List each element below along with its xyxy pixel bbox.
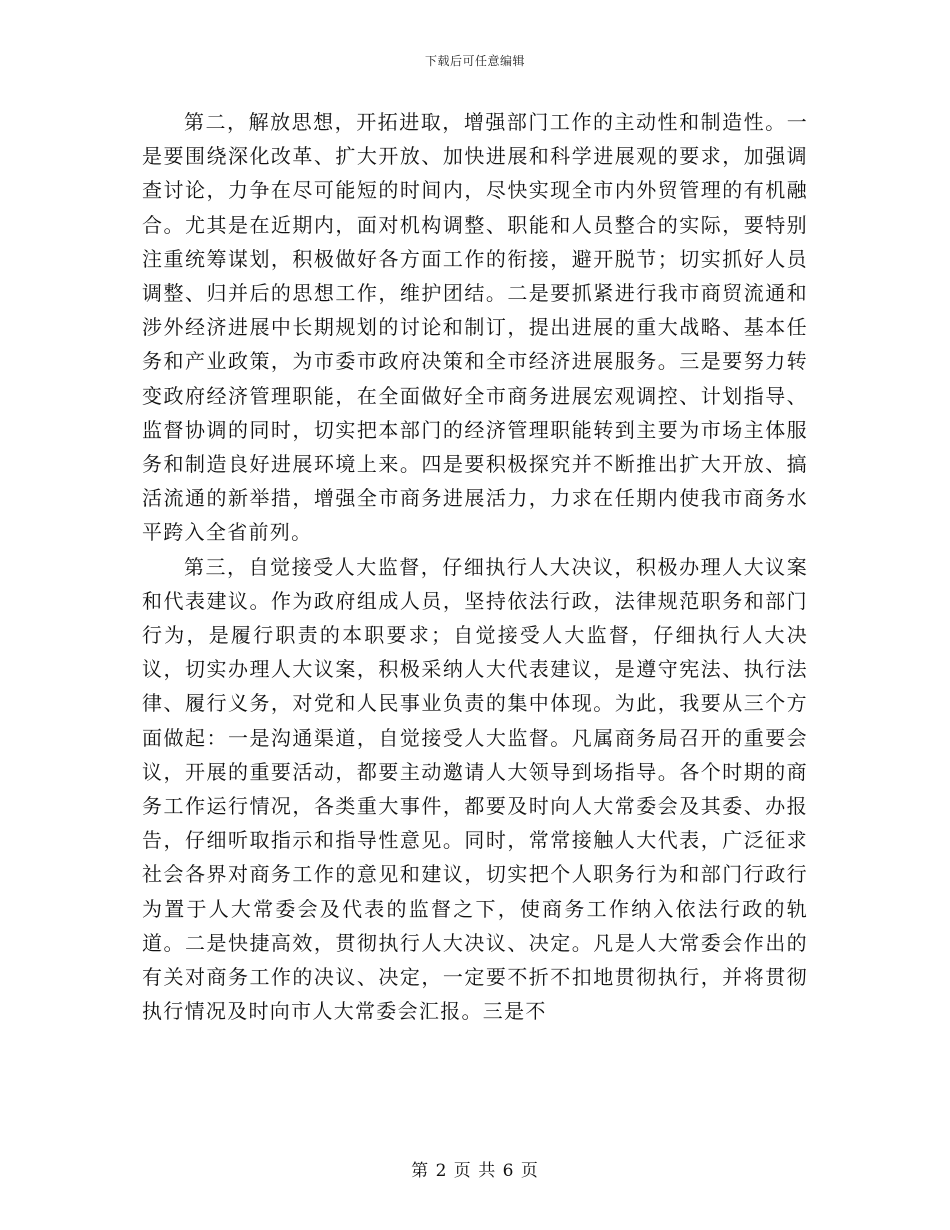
total-pages-number: 6 (502, 1161, 515, 1181)
footer-suffix: 页 (520, 1161, 539, 1181)
document-body (142, 105, 808, 1028)
paragraph-second: 第二，解放思想，开拓进取，增强部门工作的主动性和制造性。一是要围绕深化改革、扩大开放、加快进展和科学进展观的要求，加强调查讨论，力争在尽可能短的时间内，尽快实现全市内外贸管理的有机融合。尤其是在近期内，面对机构调整、职能和人员整合的实际，要特别注重统筹谋划，积极做好各方面工作的衔接，避开脱节；切实抓好人员调整、归并后的思想工作，维护团结。二是要抓紧进行我市商贸流通和涉外经济进展中长期规划的讨论和制订，提出进展的重大战略、基本任务和产业政策，为市委市政府决策和全市经济进展服务。三是要努力转变政府经济管理职能，在全面做好全市商务进展宏观调控、计划指导、监督协调的同时，切实把本部门的经济管理职能转到主要为市场主体服务和制造良好进展环境上来。四是要积极探究并不断推出扩大开放、搞活流通的新举措，增强全市商务进展活力，力求在任期内使我市商务水平跨入全省前列。 (142, 110, 808, 545)
footer-middle: 页 共 (453, 1161, 497, 1181)
paragraph-third: 第三，自觉接受人大监督，仔细执行人大决议，积极办理人大议案和代表建议。作为政府组成人员，坚持依法行政，法律规范职务和部门行为，是履行职责的本职要求；自觉接受人大监督，仔细执行人大决议，切实办理人大议案，积极采纳人大代表建议，是遵守宪法、执行法律、履行义务，对党和人民事业负责的集中体现。为此，我要从三个方面做起：一是沟通渠道，自觉接受人大监督。凡属商务局召开的重要会议，开展的重要活动，都要主动邀请人大领导到场指导。各个时期的商务工作运行情况，各类重大事件，都要及时向人大常委会及其委、办报告，仔细听取指示和指导性意见。同时，常常接触人大代表，广泛征求社会各界对商务工作的意见和建议，切实把个人职务行为和部门行政行为置于人大常委会及代表的监督之下，使商务工作纳入依法行政的轨道。二是快捷高效，贯彻执行人大决议、决定。凡是人大常委会作出的有关对商务工作的决议、决定，一定要不折不扣地贯彻执行，并将贯彻执行情况及时向市人大常委会汇报。三是不 (142, 554, 808, 1024)
page-footer (0, 1156, 950, 1181)
current-page-number: 2 (435, 1161, 448, 1181)
page-header: 下载后可任意编辑 (424, 54, 525, 68)
footer-prefix: 第 (411, 1161, 430, 1181)
